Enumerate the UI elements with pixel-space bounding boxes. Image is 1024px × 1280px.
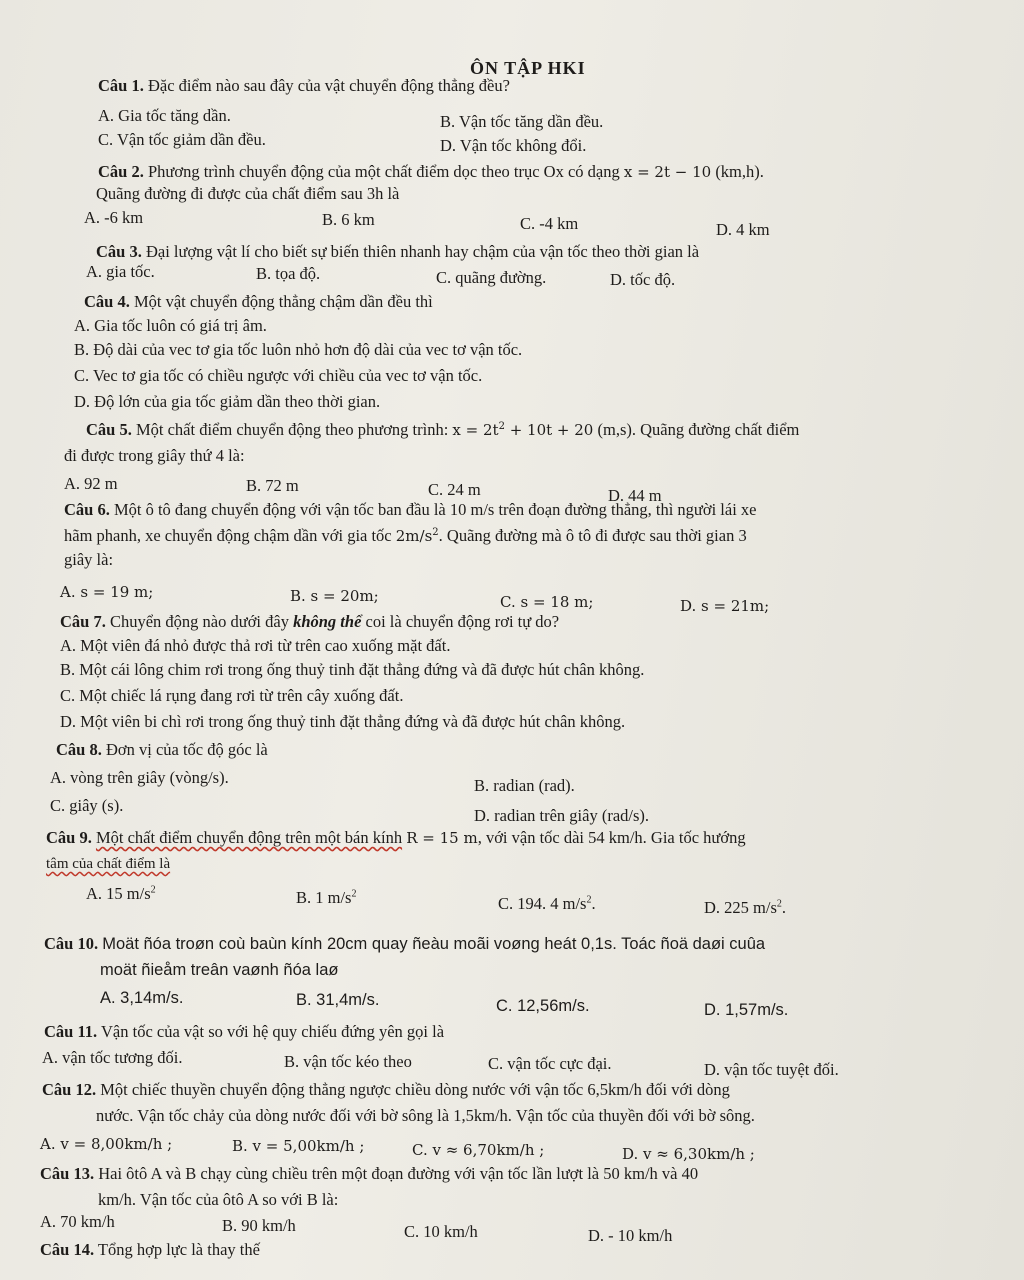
question-number: Câu 13. <box>40 1164 95 1183</box>
option-b: B. s = 20m; <box>290 587 379 605</box>
question-text-cont: tâm của chất điểm là <box>46 856 171 872</box>
option-d: D. Một viên bi chì rơi trong ống thuỷ tinh đặt thẳng đứng và đã được hút chân không. <box>60 712 626 731</box>
question-text: Phương trình chuyển động của một chất điểm dọc theo trục Ox có dạng <box>147 162 620 181</box>
question-emphasis: không thể <box>293 612 362 631</box>
question-text: Tổng hợp lực là thay thế <box>97 1240 260 1259</box>
question-text: , với vận tốc dài 54 km/h. Gia tốc hướng <box>477 828 746 847</box>
option-b: B. vận tốc kéo theo <box>284 1052 412 1071</box>
question-number: Câu 3. <box>96 242 142 261</box>
unit-exponent: 2 <box>586 894 592 906</box>
option-a: A. 3,14m/s. <box>100 989 184 1007</box>
option-b: B. Độ dài của vec tơ gia tốc luôn nhỏ hơn độ dài của vec tơ vận tốc. <box>74 340 523 359</box>
option-a: A. v = 8,00km/h ; <box>40 1135 173 1153</box>
question-text: Một chất điểm chuyển động trên một bán kính <box>95 828 403 847</box>
question-14 <box>40 1240 260 1260</box>
question-text: coi là chuyển động rơi tự do? <box>365 612 560 631</box>
option-a: A. 92 m <box>64 474 118 493</box>
question-text-part: . Quãng đường mà ô tô đi được sau thời gian 3 <box>438 526 747 545</box>
question-text: Một vật chuyển động thẳng chậm dần đều thì <box>133 292 433 311</box>
option-b: B. 72 m <box>246 476 299 495</box>
option-value: B. 1 m/s <box>296 888 352 907</box>
option-value: C. 194. 4 m/s <box>498 894 587 913</box>
equation-part: x = 2t <box>452 421 499 439</box>
question-number: Câu 4. <box>84 292 130 311</box>
option-a: A. Gia tốc luôn có giá trị âm. <box>74 316 267 335</box>
option-b: B. 6 km <box>322 210 375 229</box>
equation-part: + 10t + 20 <box>504 421 594 439</box>
option-b: B. 90 km/h <box>222 1216 296 1235</box>
option-d: D. Độ lớn của gia tốc giảm dần theo thời gian. <box>74 392 381 411</box>
question-text-cont <box>64 526 747 546</box>
question-text-cont: Quãng đường đi được của chất điểm sau 3h là <box>96 184 400 203</box>
option-a: A. vòng trên giây (vòng/s). <box>50 768 229 787</box>
option-c: C. 24 m <box>428 480 481 499</box>
option-c: C. v ≈ 6,70km/h ; <box>412 1141 545 1159</box>
option-c: C. 12,56m/s. <box>496 997 590 1015</box>
option-d: D. 1,57m/s. <box>704 1001 789 1019</box>
equation: x = 2t − 10 <box>623 163 712 181</box>
option-d: D. Vận tốc không đổi. <box>440 136 587 155</box>
option-b: B. Vận tốc tăng dần đều. <box>440 112 604 131</box>
question-13 <box>40 1164 698 1184</box>
unit: (m,s). Quãng đường chất điểm <box>597 420 800 439</box>
option-c: C. giây (s). <box>50 796 124 815</box>
option-a: A. vận tốc tương đối. <box>42 1048 183 1067</box>
question-text: Đặc điểm nào sau đây của vật chuyển động thẳng đều? <box>147 76 510 95</box>
question-text: Moät ñóa troøn coù baùn kính 20cm quay ñeàu moãi voøng heát 0,1s. Toác ñoä daøi cuûa <box>102 935 766 953</box>
option-value: A. 15 m/s <box>86 884 151 903</box>
question-text: Một chiếc thuyền chuyển động thẳng ngược chiều dòng nước với vận tốc 6,5km/h đối với dòng <box>100 1080 730 1099</box>
equation <box>452 421 593 439</box>
option-a <box>86 884 156 904</box>
option-a: A. 70 km/h <box>40 1212 115 1231</box>
option-d: D. tốc độ. <box>610 270 676 289</box>
question-6 <box>64 500 757 520</box>
unit-exponent: 2 <box>150 884 156 896</box>
option-a: A. Một viên đá nhỏ được thả rơi từ trên cao xuống mặt đất. <box>60 636 451 655</box>
question-number: Câu 14. <box>40 1240 95 1259</box>
option-c <box>498 894 596 914</box>
question-3 <box>96 242 699 262</box>
option-end: . <box>591 894 596 913</box>
equation-exponent: 2 <box>498 421 505 432</box>
question-number: Câu 10. <box>44 934 99 953</box>
option-a: A. -6 km <box>84 208 144 227</box>
question-text-cont: moät ñieåm treân vaønh ñóa laø <box>100 961 339 979</box>
question-5 <box>86 420 799 440</box>
question-text-cont: km/h. Vận tốc của ôtô A so với B là: <box>98 1190 339 1209</box>
page-title: ÔN TẬP HKI <box>470 58 586 78</box>
question-text-cont: đi được trong giây thứ 4 là: <box>64 446 245 465</box>
option-d <box>704 898 786 918</box>
option-c: C. s = 18 m; <box>500 593 594 611</box>
unit-exponent: 2 <box>351 888 357 900</box>
option-d: D. 4 km <box>716 220 770 239</box>
question-number: Câu 11. <box>44 1022 98 1041</box>
question-number: Câu 8. <box>56 740 102 759</box>
option-d: D. radian trên giây (rad/s). <box>474 806 650 825</box>
question-12 <box>42 1080 730 1100</box>
question-8 <box>56 740 268 760</box>
question-10 <box>44 934 765 954</box>
question-11 <box>44 1022 444 1042</box>
question-number: Câu 6. <box>64 500 110 519</box>
question-number: Câu 1. <box>98 76 144 95</box>
option-c: C. -4 km <box>520 214 579 233</box>
question-number: Câu 5. <box>86 420 132 439</box>
acceleration-exponent: 2 <box>432 527 439 538</box>
question-7 <box>60 612 559 632</box>
question-text: Hai ôtô A và B chạy cùng chiều trên một đoạn đường với vận tốc lần lượt là 50 km/h và 40 <box>98 1164 699 1183</box>
radius: R = 15 m <box>406 829 478 847</box>
question-text: Vận tốc của vật so với hệ quy chiếu đứng yên gọi là <box>101 1022 445 1041</box>
question-text: Đơn vị của tốc độ góc là <box>105 740 268 759</box>
option-b: B. 31,4m/s. <box>296 991 380 1009</box>
option-d: D. - 10 km/h <box>588 1226 673 1245</box>
option-value: D. 225 m/s <box>704 898 777 917</box>
question-4 <box>84 292 433 312</box>
acceleration-value: 2m/s <box>395 527 433 545</box>
option-c: C. Vec tơ gia tốc có chiều ngược với chiều của vec tơ vận tốc. <box>74 366 483 385</box>
option-c: C. 10 km/h <box>404 1222 478 1241</box>
option-a: A. gia tốc. <box>86 262 155 281</box>
option-c: C. Một chiếc lá rụng đang rơi từ trên cây xuống đất. <box>60 686 404 705</box>
option-d: D. v ≈ 6,30km/h ; <box>622 1145 755 1163</box>
question-text-part: hãm phanh, xe chuyển động chậm dần với gia tốc <box>64 526 392 545</box>
option-end: . <box>781 898 787 917</box>
question-number: Câu 9. <box>46 828 92 847</box>
unit: (km,h). <box>715 162 764 181</box>
option-b: B. v = 5,00km/h ; <box>232 1137 365 1155</box>
question-text: Chuyển động nào dưới đây <box>109 612 289 631</box>
question-number: Câu 7. <box>60 612 106 631</box>
option-d: D. vận tốc tuyệt đối. <box>704 1060 839 1079</box>
question-number: Câu 2. <box>98 162 144 181</box>
unit-exponent: 2 <box>776 898 782 910</box>
question-text-cont: giây là: <box>64 550 114 569</box>
option-d: D. s = 21m; <box>680 597 770 615</box>
option-a: A. s = 19 m; <box>60 583 154 601</box>
question-text: Một chất điểm chuyển động theo phương trình: <box>135 420 449 439</box>
question-number: Câu 12. <box>42 1080 97 1099</box>
option-b: B. Một cái lông chim rơi trong ống thuỷ tinh đặt thẳng đứng và đã được hút chân không. <box>60 660 645 679</box>
option-b: B. radian (rad). <box>474 776 575 795</box>
question-1 <box>98 76 510 96</box>
option-d: D. 44 m <box>608 486 662 505</box>
question-text-cont: nước. Vận tốc chảy của dòng nước đối với bờ sông là 1,5km/h. Vận tốc của thuyền đối với bờ sông. <box>96 1106 755 1125</box>
question-text: Một ô tô đang chuyển động với vận tốc ban đầu là 10 m/s trên đoạn đường thẳng, thì người lái xe <box>113 500 757 519</box>
option-a: A. Gia tốc tăng dần. <box>98 106 231 125</box>
option-c: C. vận tốc cực đại. <box>488 1054 612 1073</box>
question-9 <box>46 828 746 848</box>
option-c: C. Vận tốc giảm dần đều. <box>98 130 266 149</box>
option-b <box>296 888 356 908</box>
acceleration <box>396 527 439 545</box>
question-text: Đại lượng vật lí cho biết sự biến thiên nhanh hay chậm của vận tốc theo thời gian là <box>145 242 700 261</box>
question-2 <box>98 162 764 182</box>
option-c: C. quãng đường. <box>436 268 547 287</box>
option-b: B. tọa độ. <box>256 264 321 283</box>
